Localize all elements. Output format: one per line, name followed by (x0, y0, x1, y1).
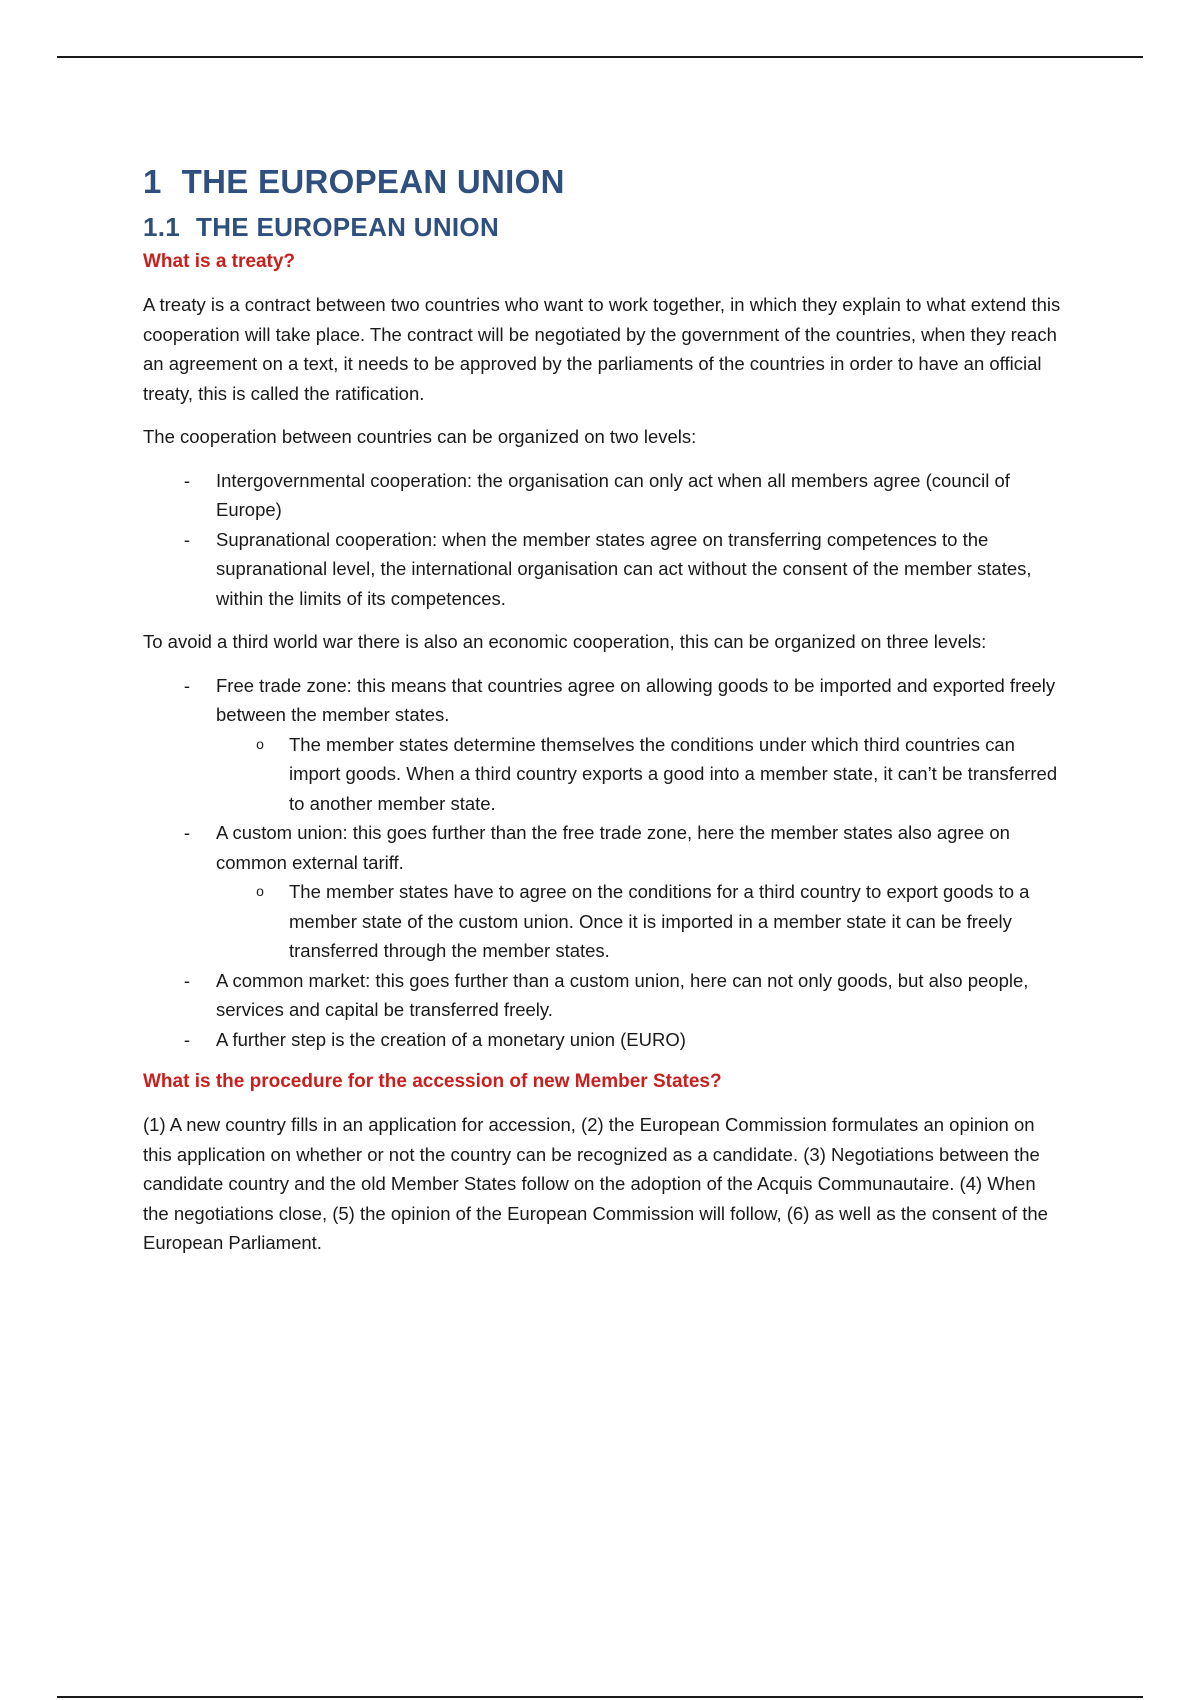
paragraph-treaty: A treaty is a contract between two countries who want to work together, in which they explain to what extend this cooperation will take place. The contract will be negotiated by the government of the countries, when they reach an agreement on a text, it needs to be approved by the parliaments of the countries in order to have an official treaty, this is called the ratification. (143, 294, 1061, 404)
sub-list (216, 877, 1063, 966)
list-item-text: Supranational cooperation: when the member states agree on transferring competences to the supranational level, the international organisation can act without the consent of the member states, within the limits of its competences. (216, 528, 1032, 609)
list-item (143, 1025, 1063, 1055)
heading-2-text: THE EUROPEAN UNION (196, 212, 500, 242)
circle-bullet: o (256, 883, 264, 899)
paragraph-economic-intro: To avoid a third world war there is also an economic cooperation, this can be organized on three levels: (143, 631, 987, 652)
list-item (143, 466, 1063, 525)
circle-bullet: o (256, 735, 264, 752)
list-item (143, 525, 1063, 614)
list-item-text: Intergovernmental cooperation: the organisation can only act when all members agree (council of Europe) (216, 469, 1010, 520)
heading-1-text: THE EUROPEAN UNION (181, 163, 565, 200)
dash-bullet: - (183, 1028, 191, 1050)
sub-list-item-text: The member states have to agree on the conditions for a third country to export goods to a member state of the custom union. Once it is imported in a member state it can be freely transferred through the member states. (289, 881, 1030, 961)
list-item-text: Free trade zone: this means that countries agree on allowing goods to be imported and exported freely between the member states. (216, 674, 1056, 725)
footer-rule (57, 1696, 1143, 1698)
heading-2 (143, 210, 1063, 244)
list-item-text: A further step is the creation of a monetary union (EURO) (216, 1028, 686, 1050)
list-item-text: A custom union: this goes further than the free trade zone, here the member states also agree on common external tariff. (216, 822, 1010, 873)
header-rule (57, 56, 1143, 58)
economic-levels-list (143, 671, 1063, 1055)
question-accession: What is the procedure for the accession of new Member States? (143, 1071, 722, 1092)
question-treaty: What is a treaty? (143, 251, 296, 272)
document-body (143, 160, 1063, 1258)
dash-bullet: - (183, 822, 191, 843)
paragraph-accession: (1) A new country fills in an application for accession, (2) the European Commission formulates an opinion on this application on whether or not the country can be recognized as a candidate. (3) Negotiations between the candidate country and the old Member States follow on the adoption of the Acquis Communautaire. (4) When the negotiations close, (5) the opinion of the European Commission will follow, (6) as well as the consent of the European Parliament. (143, 1114, 1048, 1253)
list-item (143, 966, 1063, 1025)
heading-1-number: 1 (143, 163, 162, 200)
list-item-text: A common market: this goes further than a custom union, here can not only goods, but also people, services and capital be transferred freely. (216, 969, 1029, 1020)
heading-2-number: 1.1 (143, 212, 181, 242)
paragraph-levels-intro: The cooperation between countries can be organized on two levels: (143, 426, 697, 447)
sub-list (216, 730, 1063, 819)
dash-bullet: - (183, 674, 191, 696)
sub-list-item (216, 877, 1063, 966)
dash-bullet: - (183, 528, 191, 550)
cooperation-levels-list (143, 466, 1063, 614)
sub-list-item-text: The member states determine themselves the conditions under which third countries can import goods. When a third country exports a good into a member state, it can’t be transferred to another member state. (289, 733, 1058, 814)
dash-bullet: - (183, 969, 191, 991)
heading-1 (143, 160, 1063, 204)
list-item (143, 671, 1063, 819)
list-item (143, 818, 1063, 966)
dash-bullet: - (183, 469, 191, 491)
sub-list-item (216, 730, 1063, 819)
